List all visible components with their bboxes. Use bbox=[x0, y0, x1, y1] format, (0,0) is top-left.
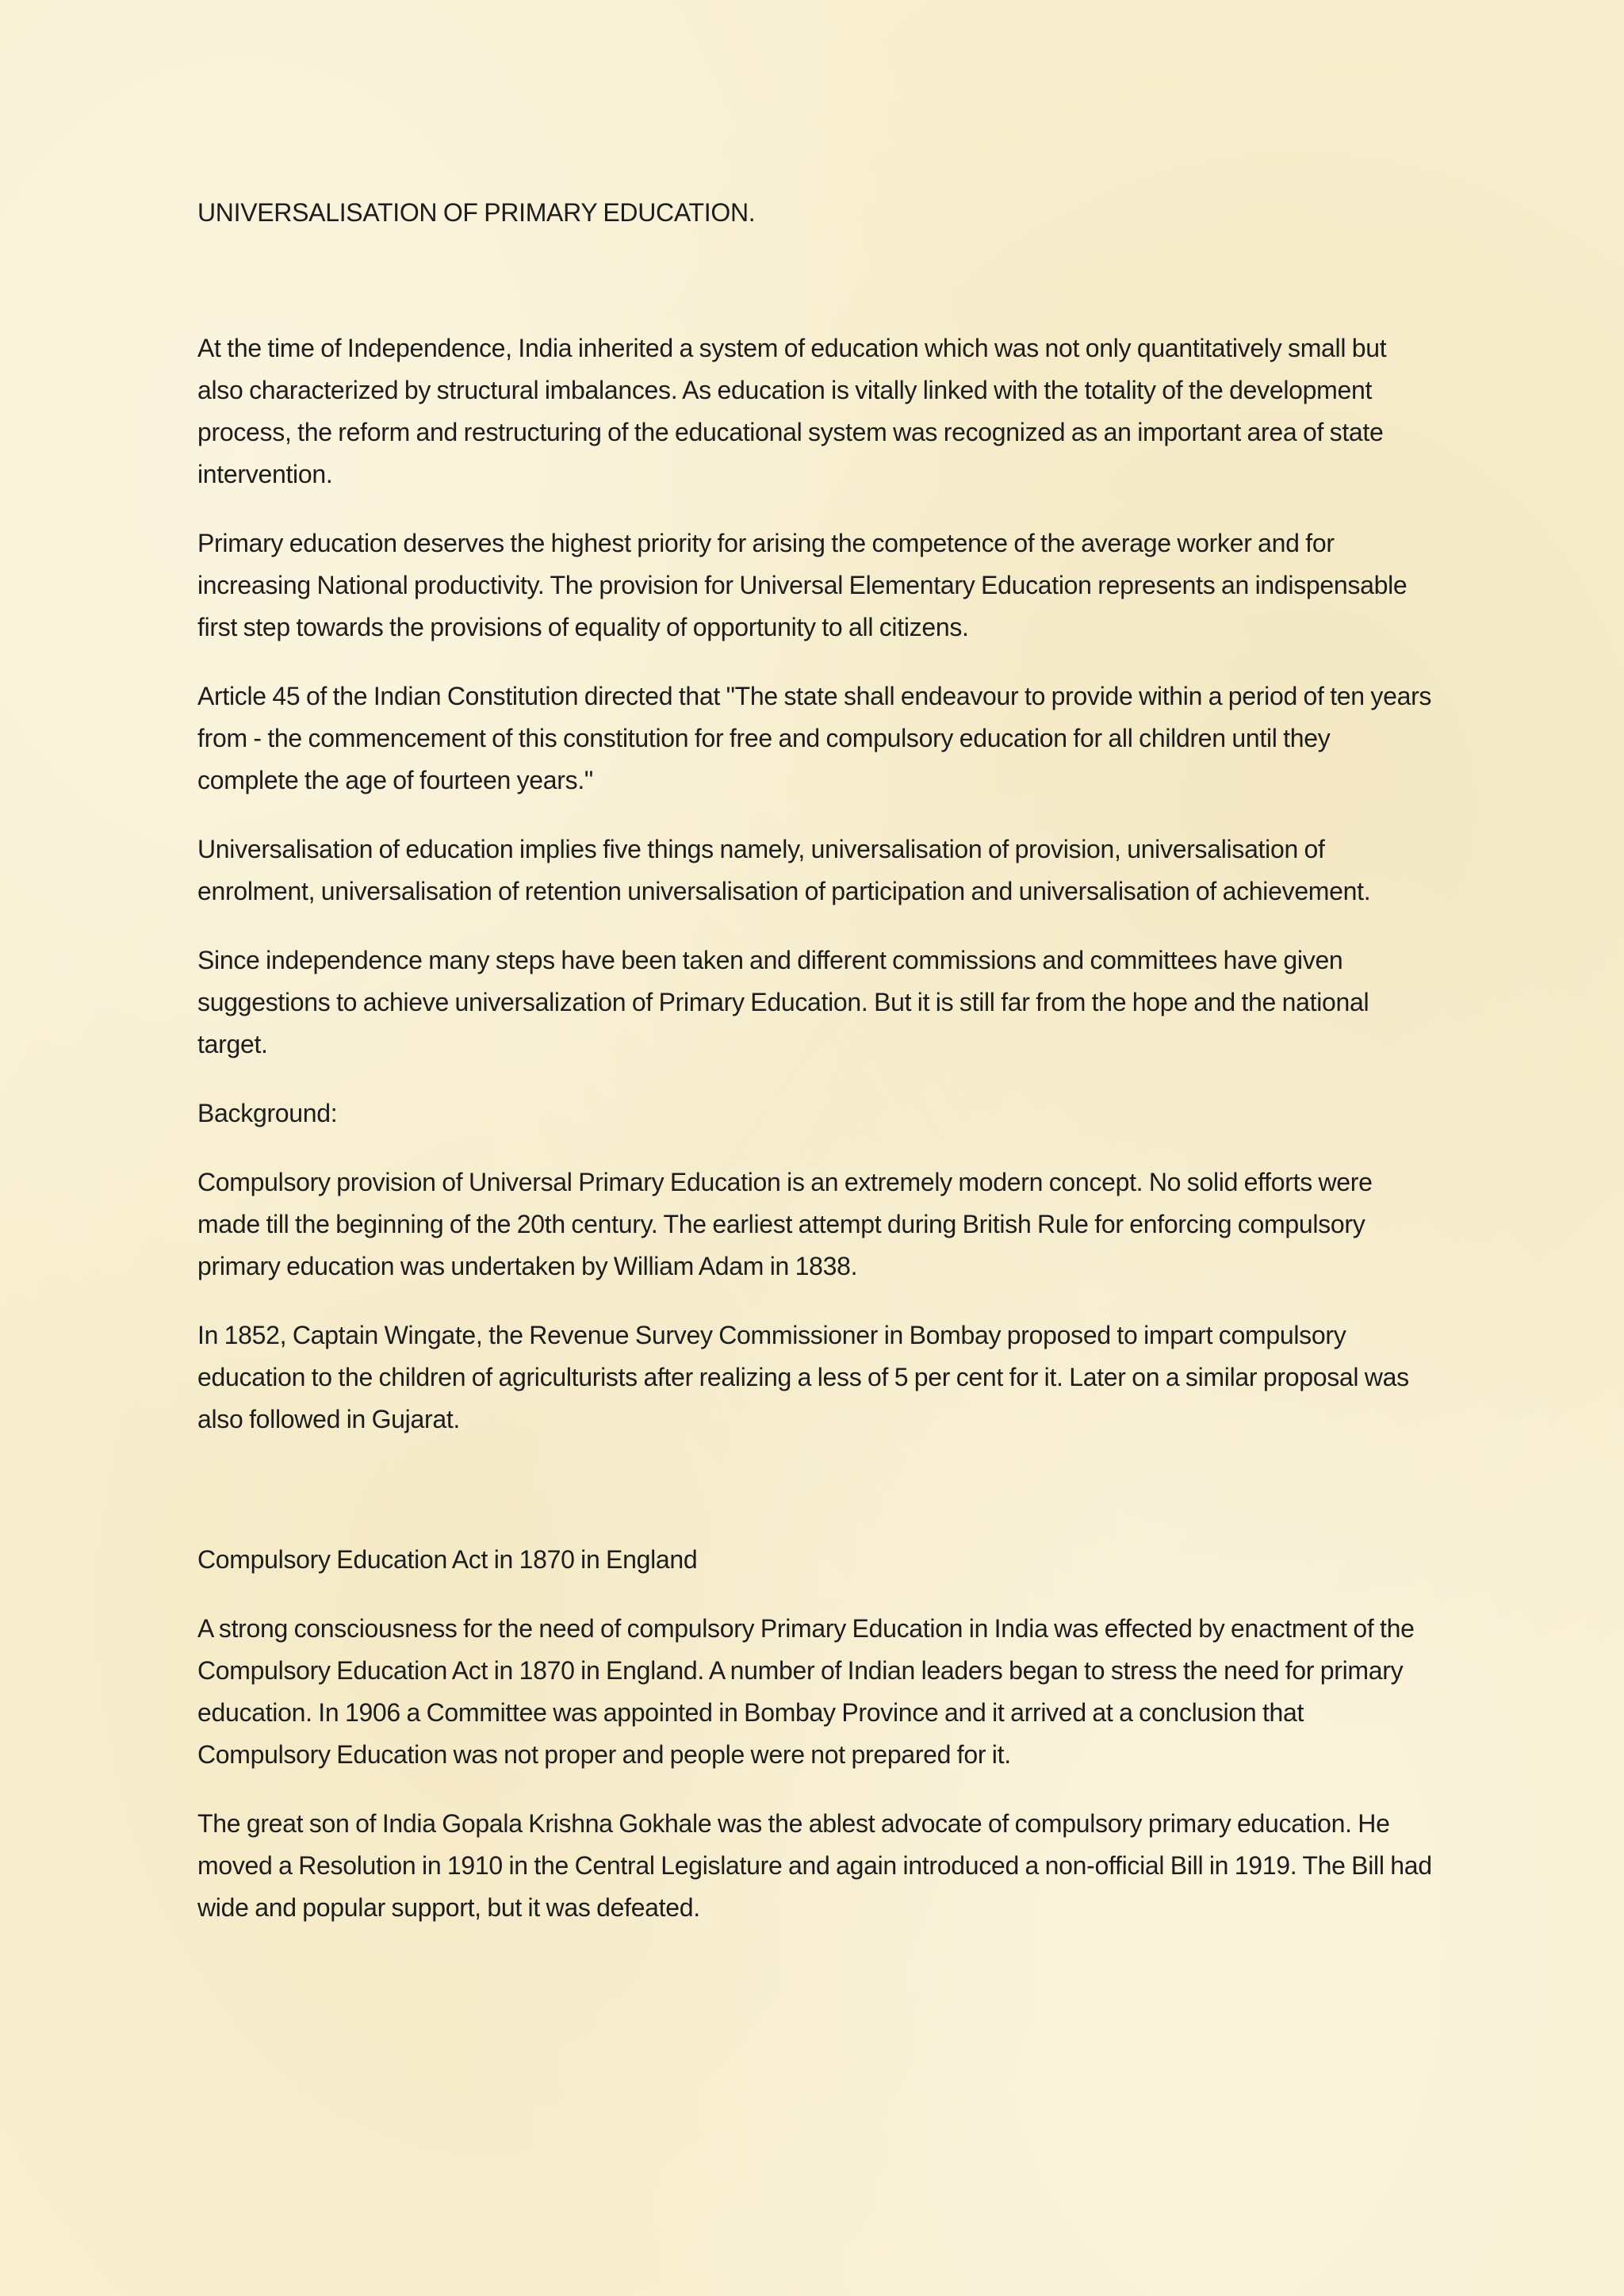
paragraph-primary-priority: Primary education deserves the highest priority for arising the competence of the average worker and for increasing National productivity. The provision for Universal Elementary Education represents an indispensable first step towards the provisions of equality of opportunity to all citizens. bbox=[197, 529, 1408, 641]
paragraph-universalisation-meaning: Universalisation of education implies five things namely, universalisation of provision, universalisation of enrolment, universalisation of retention universalisation of participation and universalisation of achievement. bbox=[197, 835, 1371, 905]
paragraph-since-independence: Since independence many steps have been taken and different commissions and committees have given suggestions to achieve universalization of Primary Education. But it is still far from the hope and the national target. bbox=[197, 946, 1369, 1058]
paragraph-captain-wingate: In 1852, Captain Wingate, the Revenue Survey Commissioner in Bombay proposed to impart compulsory education to the children of agriculturists after realizing a less of 5 per cent for it. Later on a similar proposal was also followed in Gujarat. bbox=[197, 1321, 1409, 1433]
section-heading-background: Background: bbox=[197, 1099, 338, 1127]
paragraph-article-45: Article 45 of the Indian Constitution directed that "The state shall endeavour to provide within a period of ten years from - the commencement of this constitution for free and compulsory education for all children until they complete the age of fourteen years." bbox=[197, 682, 1432, 794]
section-heading-england-act: Compulsory Education Act in 1870 in England bbox=[197, 1545, 698, 1574]
paragraph-strong-consciousness: A strong consciousness for the need of compulsory Primary Education in India was effected by enactment of the Compulsory Education Act in 1870 in England. A number of Indian leaders began to stress the need for primary education. In 1906 a Committee was appointed in Bombay Province and it arrived at a conclusion that Compulsory Education was not proper and people were not prepared for it. bbox=[197, 1614, 1415, 1769]
paragraph-compulsory-provision: Compulsory provision of Universal Primary Education is an extremely modern concept. No solid efforts were made till the beginning of the 20th century. The earliest attempt during British Rule for enforcing compulsory primary education was undertaken by William Adam in 1838. bbox=[197, 1168, 1373, 1280]
paragraph-independence: At the time of Independence, India inherited a system of education which was not only quantitatively small but also characterized by structural imbalances. As education is vitally linked with the totality of the development process, the reform and restructuring of the educational system was recognized as an important area of state intervention. bbox=[197, 334, 1387, 488]
document-body bbox=[197, 195, 1434, 1929]
document-title: UNIVERSALISATION OF PRIMARY EDUCATION. bbox=[197, 198, 756, 227]
paragraph-gokhale: The great son of India Gopala Krishna Gokhale was the ablest advocate of compulsory primary education. He moved a Resolution in 1910 in the Central Legislature and again introduced a non-official Bill in 1919. The Bill had wide and popular support, but it was defeated. bbox=[197, 1809, 1432, 1922]
